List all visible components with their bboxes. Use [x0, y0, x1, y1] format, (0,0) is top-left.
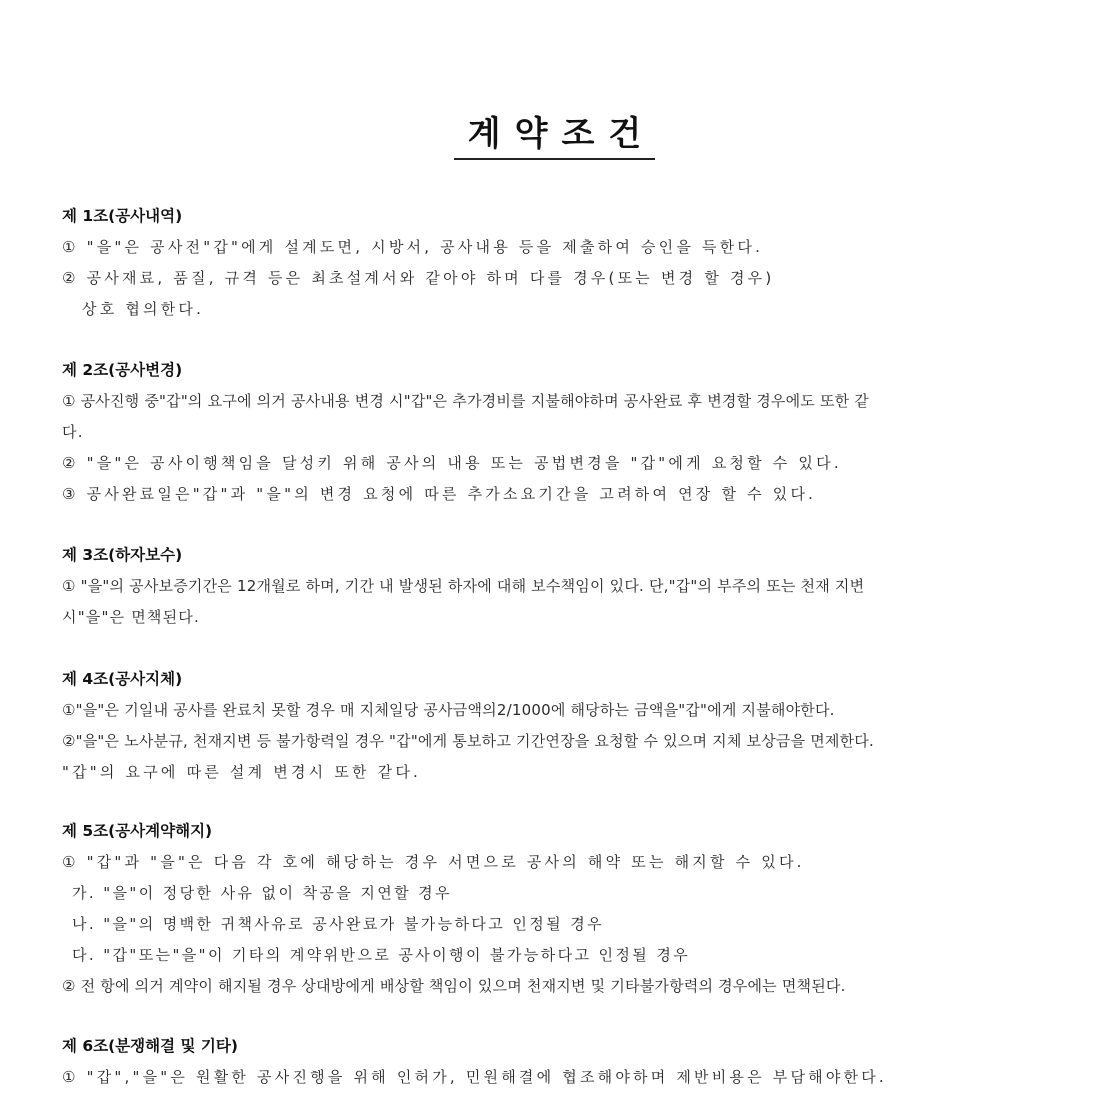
article-3 [62, 540, 1052, 633]
document-title [0, 112, 1109, 160]
article-heading: 제 6조(분쟁해결 및 기타) [62, 1037, 238, 1055]
article-clause: ① "을"은 공사전"갑"에게 설계도면, 시방서, 공사내용 등을 제출하여 승인을 득한다. [62, 238, 764, 256]
article-clause: ② 공사재료, 품질, 규격 등은 최초설계서와 같아야 하며 다를 경우(또는 변경 할 경우) [62, 269, 775, 287]
article-1 [62, 201, 1052, 325]
article-clause-continuation: 상호 협의한다. [82, 300, 205, 318]
article-clause: ① 공사진행 중"갑"의 요구에 의거 공사내용 변경 시"갑"은 추가경비를 지불해야하며 공사완료 후 변경할 경우에도 또한 같 [62, 392, 870, 410]
article-heading: 제 3조(하자보수) [62, 546, 183, 564]
article-clause: ① "갑"과 "을"은 다음 각 호에 해당하는 경우 서면으로 공사의 해약 또는 해지할 수 있다. [62, 853, 805, 871]
article-clause: ①"을"은 기일내 공사를 완료치 못할 경우 매 지체일당 공사금액의2/1000에 해당하는 금액을"갑"에게 지불해야한다. [62, 701, 835, 719]
article-heading: 제 4조(공사지체) [62, 670, 183, 688]
article-2 [62, 355, 1052, 510]
article-clause-continuation: "갑"의 요구에 따른 설계 변경시 또한 같다. [62, 763, 422, 781]
article-clause-continuation: 다. [62, 423, 84, 441]
article-subclause: 다. "갑"또는"을"이 기타의 계약위반으로 공사이행이 불가능하다고 인정될 경우 [72, 946, 691, 964]
article-clause: ② "을"은 공사이행책임을 달성키 위해 공사의 내용 또는 공법변경을 "갑"에게 요청할 수 있다. [62, 454, 842, 472]
article-subclause: 가. "을"이 정당한 사유 없이 착공을 지연할 경우 [72, 884, 452, 902]
article-4 [62, 664, 1052, 788]
article-heading: 제 1조(공사내역) [62, 207, 183, 225]
document-title-text: 계약조건 [454, 112, 655, 160]
article-subclause: 나. "을"의 명백한 귀책사유로 공사완료가 불가능하다고 인정될 경우 [72, 915, 604, 933]
article-6 [62, 1031, 1052, 1093]
article-clause-continuation: 시"을"은 면책된다. [62, 608, 200, 626]
article-5 [62, 816, 1052, 1002]
article-heading: 제 2조(공사변경) [62, 361, 183, 379]
article-clause: ② 전 항에 의거 계약이 해지될 경우 상대방에게 배상할 책임이 있으며 천재지변 및 기타불가항력의 경우에는 면책된다. [62, 977, 846, 995]
article-clause: ① "갑","을"은 원활한 공사진행을 위해 인허가, 민원해결에 협조해야하며 제반비용은 부담해야한다. [62, 1068, 887, 1086]
article-heading: 제 5조(공사계약해지) [62, 822, 213, 840]
article-clause: ③ 공사완료일은"갑"과 "을"의 변경 요청에 따른 추가소요기간을 고려하여 연장 할 수 있다. [62, 485, 817, 503]
article-clause: ②"을"은 노사분규, 천재지변 등 불가항력일 경우 "갑"에게 통보하고 기간연장을 요청할 수 있으며 지체 보상금을 면제한다. [62, 732, 874, 750]
article-clause: ① "을"의 공사보증기간은 12개월로 하며, 기간 내 발생된 하자에 대해 보수책임이 있다. 단,"갑"의 부주의 또는 천재 지변 [62, 577, 865, 595]
